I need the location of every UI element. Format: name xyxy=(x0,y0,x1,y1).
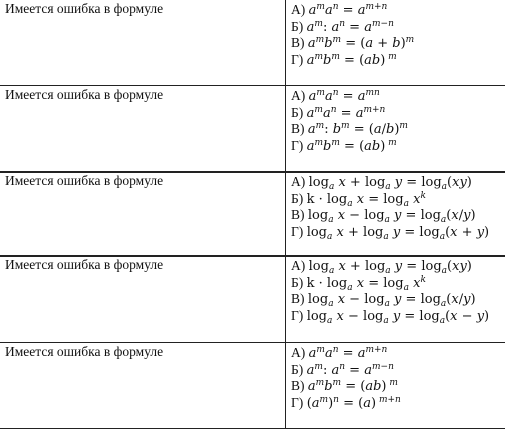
question-text: Имеется ошибка в формуле xyxy=(5,173,164,188)
quiz-row-2 xyxy=(0,86,505,172)
answer-option xyxy=(291,2,503,19)
answer-option xyxy=(291,345,503,362)
question-text: Имеется ошибка в формуле xyxy=(5,257,164,272)
answer-option xyxy=(291,224,503,241)
answer-options xyxy=(291,2,503,68)
answer-option xyxy=(291,258,503,275)
answer-options xyxy=(291,174,503,240)
quiz-row-4 xyxy=(0,256,505,343)
option-formula: $a^m$: $a^n = a^{m-n}$ xyxy=(306,361,394,378)
answer-option xyxy=(291,308,503,325)
answer-option xyxy=(291,88,503,105)
answer-option xyxy=(291,52,503,69)
option-letter: В) xyxy=(291,207,305,222)
option-letter: Г) xyxy=(291,137,304,153)
option-letter: А) xyxy=(291,258,306,273)
answer-option xyxy=(291,19,503,36)
option-letter: А) xyxy=(291,345,306,360)
answer-option xyxy=(291,395,503,412)
option-formula: $\log_a x - \log_a y = \log_a(x - y)$ xyxy=(306,308,490,326)
option-formula: $a^ma^n = a^{mn}$ xyxy=(308,88,380,104)
option-formula: $\log_a x - \log_a y = \log_a(x/y)$ xyxy=(307,208,476,225)
option-formula: $k \cdot \log_a x = \log_a x^k$ xyxy=(306,190,426,209)
option-formula: $(a^m)^n = (a)$ $^{m+n}$ xyxy=(306,394,401,411)
answer-option xyxy=(291,105,503,122)
option-formula: $a^ma^n = a^{m+n}$ xyxy=(306,104,386,121)
answer-option xyxy=(291,35,503,52)
quiz-row-1 xyxy=(0,0,505,86)
option-letter: В) xyxy=(291,35,305,50)
option-formula: $a^m$: $a^n = a^{m-n}$ xyxy=(306,18,394,35)
option-letter: В) xyxy=(291,378,305,393)
option-letter: В) xyxy=(291,121,305,136)
option-formula: $a^m$: $b^m = (a/b)^m$ xyxy=(307,121,408,137)
option-letter: А) xyxy=(291,88,306,103)
option-letter: В) xyxy=(291,291,305,306)
question-text: Имеется ошибка в формуле xyxy=(5,344,164,359)
answer-option xyxy=(291,191,503,208)
option-letter: Г) xyxy=(291,51,304,67)
answer-option xyxy=(291,275,503,292)
option-letter: Г) xyxy=(291,394,304,410)
option-formula: $\log_a x + \log_a y = \log_a(xy)$ xyxy=(308,259,472,276)
quiz-row-3 xyxy=(0,172,505,256)
quiz-row-5 xyxy=(0,343,505,429)
answer-options xyxy=(291,345,503,411)
answer-option xyxy=(291,138,503,155)
answer-options xyxy=(291,88,503,154)
option-letter: Б) xyxy=(291,274,304,290)
question-text: Имеется ошибка в формуле xyxy=(5,87,164,102)
option-letter: А) xyxy=(291,2,306,17)
answer-option xyxy=(291,378,503,395)
option-letter: Б) xyxy=(291,361,304,377)
option-formula: $\log_a x + \log_a y = \log_a(x + y)$ xyxy=(306,224,490,242)
option-letter: А) xyxy=(291,174,306,189)
question-text: Имеется ошибка в формуле xyxy=(5,1,164,16)
option-formula: $a^mb^m = (ab)$ $^m$ xyxy=(306,51,397,68)
option-formula: $\log_a x + \log_a y = \log_a(xy)$ xyxy=(308,175,472,192)
option-formula: $a^mb^m = (a + b)^m$ xyxy=(307,35,415,51)
option-formula: $a^mb^m = (ab)$ $^m$ xyxy=(307,378,398,394)
answer-option xyxy=(291,174,503,191)
option-letter: Б) xyxy=(291,18,304,34)
option-letter: Г) xyxy=(291,223,304,239)
option-letter: Б) xyxy=(291,104,304,120)
answer-options xyxy=(291,258,503,324)
option-formula: $\log_a x - \log_a y = \log_a(x/y)$ xyxy=(307,292,476,309)
option-formula: $a^ma^n = a^{m+n}$ xyxy=(308,2,388,18)
answer-option xyxy=(291,121,503,138)
answer-option xyxy=(291,207,503,224)
option-letter: Г) xyxy=(291,307,304,323)
option-letter: Б) xyxy=(291,190,304,206)
option-formula: $a^ma^n = a^{m+n}$ xyxy=(308,345,388,361)
answer-option xyxy=(291,362,503,379)
option-formula: $a^mb^m = (ab)$ $^m$ xyxy=(306,137,397,154)
answer-option xyxy=(291,291,503,308)
option-formula: $k \cdot \log_a x = \log_a x^k$ xyxy=(306,274,426,293)
